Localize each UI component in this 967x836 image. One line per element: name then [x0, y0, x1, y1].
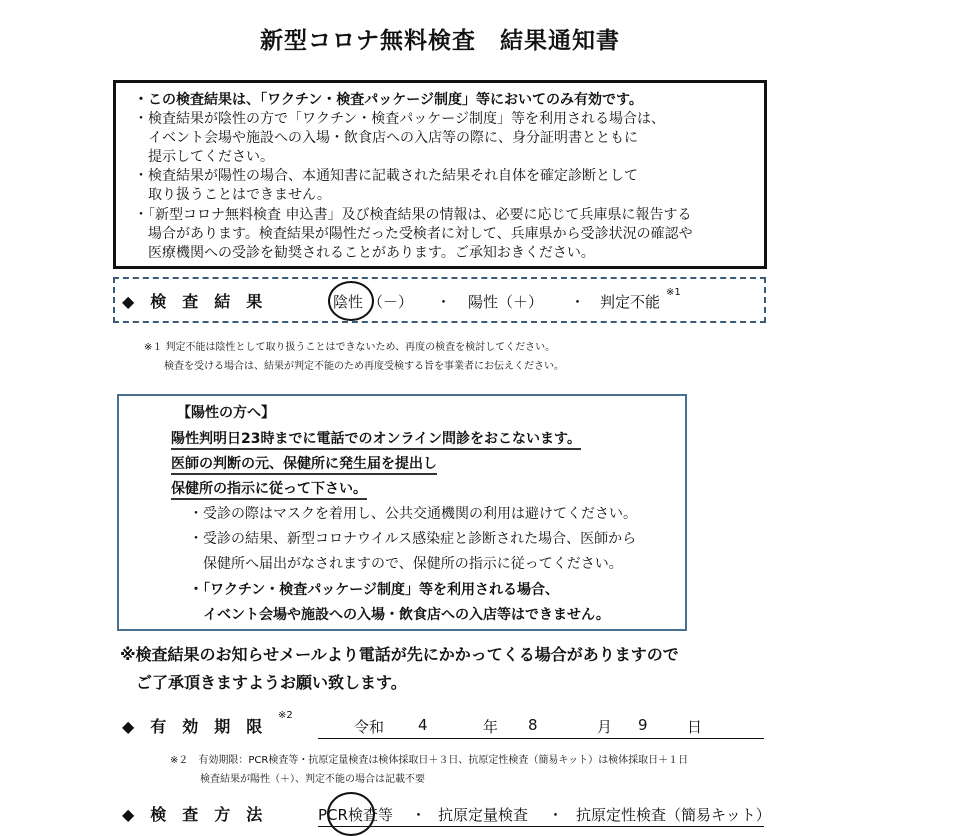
method-pcr: PCR検査等: [318, 806, 393, 824]
validity-day: 9: [638, 716, 648, 734]
validity-era: 令和: [354, 718, 385, 736]
validity-month: 8: [528, 716, 538, 734]
result-label: ◆ 検 査 結 果: [122, 292, 263, 311]
footnote-ref: ※2: [278, 710, 293, 721]
validity-year: 4: [418, 716, 428, 734]
notice-line: 場合があります。検査結果が陽性だった受検者に対して、兵庫県から受診状況の確認や: [134, 226, 693, 242]
validity-label: ◆ 有 効 期 限: [122, 717, 263, 736]
notice-box: [113, 80, 767, 269]
validity-day-unit: 日: [687, 718, 703, 736]
warning-line: ご了承頂きますようお願い致します。: [120, 673, 407, 692]
footnote-2-line: 検査結果が陽性（＋）、判定不能の場合は記載不要: [170, 774, 425, 785]
method-underline: [318, 826, 764, 827]
notice-line: イベント会場や施設への入場・飲食店への入店等の際に、身分証明書とともに: [134, 130, 638, 146]
underlined-text: 保健所の指示に従って下さい。: [171, 481, 367, 500]
method-antigen-quantitative: 抗原定量検査: [438, 806, 529, 824]
positive-heading: 【陽性の方へ】: [177, 405, 275, 421]
separator: ・: [548, 806, 564, 824]
positive-instructions-box: [117, 394, 687, 631]
method-label: ◆ 検 査 方 法: [122, 805, 263, 824]
notice-line: 提示してください。: [134, 149, 274, 165]
notice-line: 取り扱うことはできません。: [134, 187, 331, 203]
selected-method-circle: [327, 792, 375, 836]
separator: ・: [570, 293, 586, 311]
positive-line: ・受診の結果、新型コロナウイルス感染症と診断された場合、医師から: [189, 531, 637, 547]
positive-line: ・受診の際はマスクを着用し、公共交通機関の利用は避けてください。: [189, 506, 637, 522]
notice-line: ・検査結果が陽性の場合、本通知書に記載された結果それ自体を確定診断として: [134, 168, 638, 184]
positive-line: [171, 453, 437, 473]
footnote-1-line: ※１ 判定不能は陰性として取り扱うことはできないため、再度の検査を検討してください。: [144, 342, 556, 353]
positive-line: ・「ワクチン・検査パッケージ制度」等を利用される場合、: [189, 582, 560, 598]
method-antigen-qualitative: 抗原定性検査（簡易キット）: [576, 806, 771, 824]
positive-line: [171, 428, 581, 448]
notice-line: ・「新型コロナ無料検査 申込書」及び検査結果の情報は、必要に応じて兵庫県に報告する: [134, 207, 692, 223]
underlined-text: 陽性判明日23時までに電話でのオンライン問診をおこないます。: [171, 431, 581, 450]
separator: ・: [411, 806, 427, 824]
warning-line: ※検査結果のお知らせメールより電話が先にかかってくる場合がありますので: [120, 645, 679, 664]
validity-year-unit: 年: [483, 718, 499, 736]
notice-line: 医療機関への受診を勧奨されることがあります。ご承知おきください。: [134, 245, 595, 261]
validity-month-unit: 月: [597, 718, 613, 736]
result-positive: 陽性（＋）: [468, 293, 544, 311]
validity-underline: [318, 738, 764, 739]
result-negative-sign: （－）: [368, 293, 414, 311]
separator: ・: [436, 293, 452, 311]
footnote-ref: ※1: [666, 287, 681, 298]
positive-line: [171, 478, 367, 498]
footnote-1-line: 検査を受ける場合は、結果が判定不能のため再度受検する旨を事業者にお伝えください。: [144, 361, 564, 372]
selected-result-circle: [328, 281, 374, 321]
underlined-text: 医師の判断の元、保健所に発生届を提出し: [171, 456, 437, 475]
positive-line: 保健所へ届出がなされますので、保健所の指示に従ってください。: [189, 556, 623, 572]
positive-line: イベント会場や施設への入場・飲食店への入店等はできません。: [189, 607, 610, 623]
notice-line: ・検査結果が陰性の方で「ワクチン・検査パッケージ制度」等を利用される場合は、: [134, 111, 666, 127]
result-undetermined: 判定不能: [600, 293, 661, 311]
footnote-2-line: ※２ 有効期限：PCR検査等・抗原定量検査は検体採取日＋３日、抗原定性検査（簡易キット）は検体採取日＋１日: [170, 755, 689, 766]
document-title: 新型コロナ無料検査 結果通知書: [260, 28, 620, 54]
result-negative: 陰性: [333, 293, 364, 311]
notice-line: ・この検査結果は、「ワクチン・検査パッケージ制度」等においてのみ有効です。: [134, 92, 643, 108]
